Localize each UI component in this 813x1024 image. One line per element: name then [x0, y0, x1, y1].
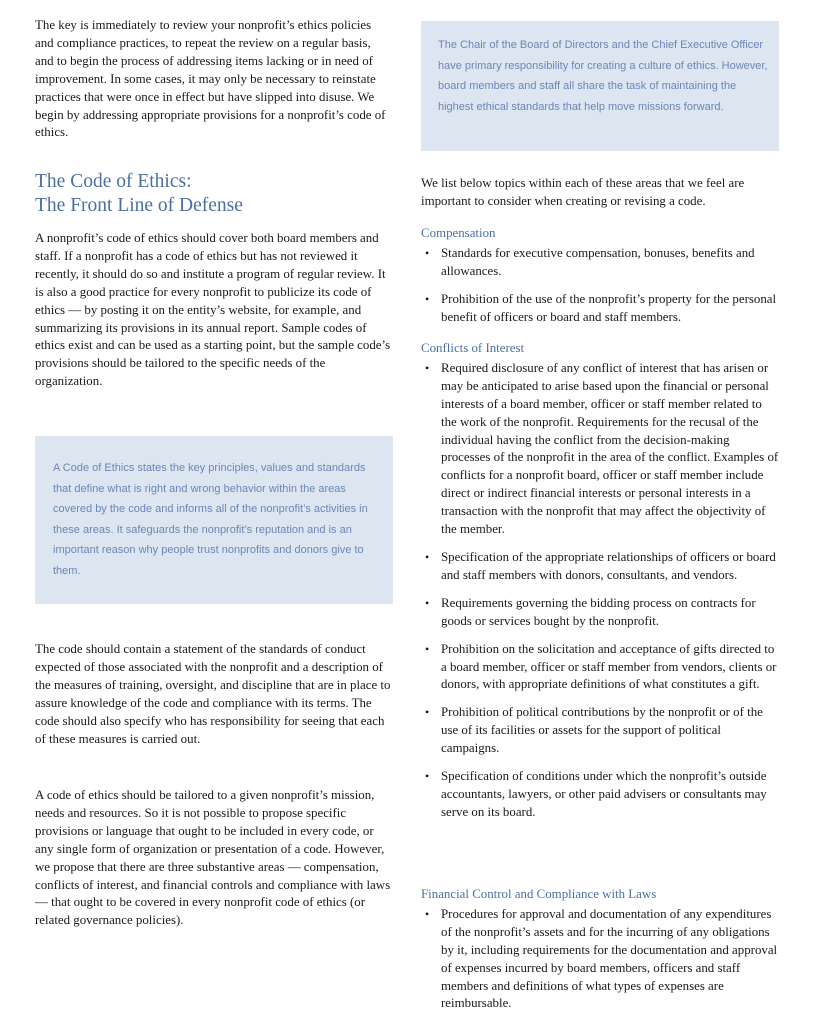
bullet-icon: •	[425, 595, 430, 610]
definition-callout-box	[35, 436, 393, 604]
list-item-text: Specification of conditions under which the nonprofit’s outside accountants, lawyers, or other paid advisers or consultants may serve on its board.	[441, 769, 767, 819]
list-item-text: Required disclosure of any conflict of interest that has arisen or may be anticipated to arise based upon the financial or personal interests of a board member, officer or staff member related to the work of the nonprofit. Requirements for the recusal of the individual having the conflict from the decision-making processes of the nonprofit in the area of the conflict. Examples of conflicts for a nonprofit board, officer or staff member include direct or indirect financial interests or personal interests in a transaction with the nonprofit that may affect the objectivity of the member.	[441, 360, 779, 537]
compensation-heading: Compensation	[421, 226, 496, 240]
list-item-text: Procedures for approval and documentation of any expenditures of the nonprofit’s assets and for the incurring of any obligations by it, including requirements for the documentation and approval of expenses incurred by board members, officers and staff members and definitions of what types of expenses are reimbursable.	[441, 906, 778, 1011]
bullet-icon: •	[425, 360, 430, 375]
bullet-icon: •	[425, 245, 430, 260]
conflicts-heading: Conflicts of Interest	[421, 341, 525, 355]
section-heading-line-2: The Front Line of Defense	[35, 194, 243, 216]
section-heading-line-1: The Code of Ethics:	[35, 171, 192, 192]
bullet-icon: •	[425, 291, 430, 306]
list-item	[421, 549, 779, 585]
standards-paragraph: The code should contain a statement of the standards of conduct expected of those associated with the nonprofit and a description of the measures of training, oversight, and discipline that are in place to assure knowledge of the code and compliance with its terms. The code should also specify who has responsibility for seeing that each of these measures is carried out.	[35, 642, 391, 746]
bullet-icon: •	[425, 705, 430, 720]
list-item	[421, 595, 779, 631]
section-heading	[35, 170, 243, 217]
conflicts-section	[421, 340, 779, 832]
bullet-icon: •	[425, 769, 430, 784]
financial-list	[421, 906, 779, 1013]
tailoring-paragraph: A code of ethics should be tailored to a given nonprofit’s mission, needs and resources. So it is not possible to propose specific provisions or language that ought to be included in every code, or any single form of organization or presentation of a code. However, we propose that there are three substantive areas — compensation, conflicts of interest, and financial controls and compliance with laws — that ought to be covered in every nonprofit code of ethics (or related governance policies).	[35, 788, 391, 928]
list-item-text: Prohibition of the use of the nonprofit’s property for the personal benefit of officers or board and staff members.	[441, 291, 777, 324]
list-item	[421, 291, 779, 327]
conflicts-list	[421, 360, 779, 822]
list-item	[421, 245, 779, 281]
compensation-section	[421, 225, 779, 337]
code-of-ethics-paragraph: A nonprofit’s code of ethics should cover both board members and staff. If a nonprofit has a code of ethics but has not reviewed it recently, it should do so and institute a program of regular review. It is also a good practice for every nonprofit to publicize its code of ethics — by posting it on the entity’s website, for example, and summarizing its provisions in its annual report. Sample codes of ethics exist and can be used as a starting point, but the sample code’s provisions should be tailored to the specific needs of the organization.	[35, 231, 391, 389]
list-item	[421, 704, 779, 758]
responsibility-callout-box	[421, 21, 779, 151]
compensation-list	[421, 245, 779, 327]
financial-section	[421, 886, 779, 1023]
intro-paragraph: The key is immediately to review your nonprofit’s ethics policies and compliance practices, to repeat the review on a regular basis, and to begin the process of addressing items lacking or in need of improvement. In some cases, it may only be necessary to reinstate practices that were once in effect but have slipped into disuse. We begin by addressing appropriate provisions for a nonprofit’s code of ethics.	[35, 18, 386, 140]
list-item	[421, 768, 779, 822]
financial-heading: Financial Control and Compliance with Laws	[421, 887, 657, 901]
list-item-text: Specification of the appropriate relationships of officers or board and staff members with donors, consultants, and vendors.	[441, 549, 776, 582]
list-item	[421, 906, 779, 1013]
list-item	[421, 360, 779, 539]
list-item	[421, 641, 779, 695]
bullet-icon: •	[425, 641, 430, 656]
topics-intro-paragraph: We list below topics within each of these areas that we feel are important to consider when creating or revising a code.	[421, 176, 745, 208]
responsibility-callout-text: The Chair of the Board of Directors and the Chief Executive Officer have primary responsibility for creating a culture of ethics. However, board members and staff all share the task of maintaining the highest ethical standards that help move missions forward.	[438, 39, 768, 113]
bullet-icon: •	[425, 906, 430, 921]
definition-callout-text: A Code of Ethics states the key principles, values and standards that define what is right and wrong behavior within the areas covered by the code and informs all of the nonprofit’s activities in these areas. It safeguards the nonprofit’s reputation and is an important reason why people trust nonprofits and donors give to them.	[53, 462, 368, 577]
bullet-icon: •	[425, 549, 430, 564]
list-item-text: Requirements governing the bidding process on contracts for goods or services bought by the nonprofit.	[441, 595, 756, 628]
list-item-text: Prohibition on the solicitation and acceptance of gifts directed to a board member, officer or staff member from vendors, clients or donors, with appropriate definitions of what constitutes a gift.	[441, 641, 777, 692]
list-item-text: Prohibition of political contributions by the nonprofit or of the use of its facilities or assets for the support of political campaigns.	[441, 705, 763, 756]
list-item-text: Standards for executive compensation, bonuses, benefits and allowances.	[441, 245, 755, 278]
